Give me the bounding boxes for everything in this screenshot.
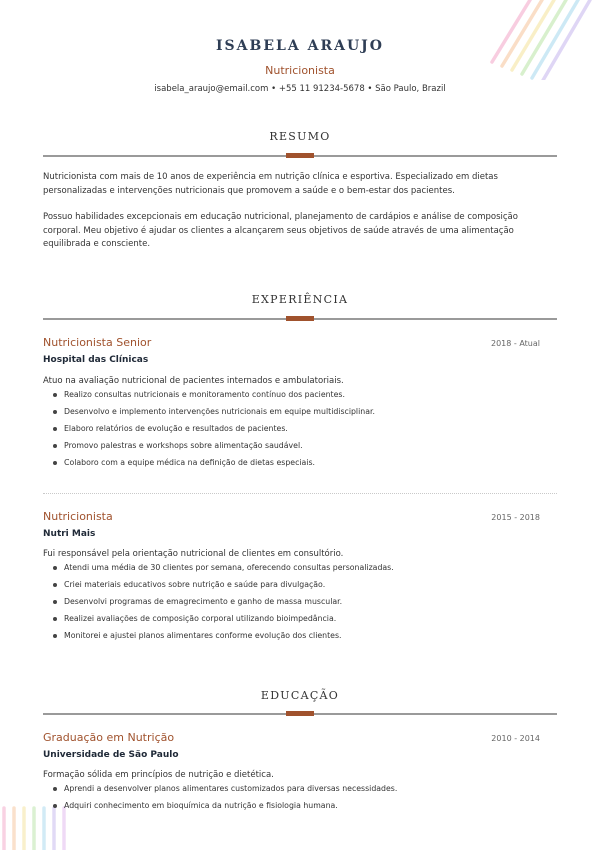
experience-organization: Hospital das Clínicas — [43, 355, 149, 365]
bullet-item: Promovo palestras e workshops sobre alimentação saudável. — [64, 440, 375, 457]
section-heading-experience: EXPERIÊNCIA — [251, 293, 349, 306]
section-divider-accent — [286, 316, 314, 321]
entry-separator — [43, 493, 557, 494]
bullet-item: Desenvolvo e implemento intervenções nutricionais em equipe multidisciplinar. — [64, 406, 375, 423]
experience-bullets — [64, 389, 375, 474]
contact-info: isabela_araujo@email.com • +55 11 91234-5678 • São Paulo, Brazil — [154, 84, 446, 94]
experience-description: Fui responsável pela orientação nutricional de clientes em consultório. — [43, 549, 344, 559]
experience-title: Nutricionista — [43, 510, 113, 523]
bullet-item: Realizei avaliações de composição corporal utilizando bioimpedância. — [64, 613, 394, 630]
bullet-item: Colaboro com a equipe médica na definição de dietas especiais. — [64, 457, 375, 474]
bullet-item: Criei materiais educativos sobre nutrição e saúde para divulgação. — [64, 579, 394, 596]
summary-paragraph: Nutricionista com mais de 10 anos de experiência em nutrição clínica e esportiva. Especializado em dietas personalizadas e intervenções nutricionais que promovem a saúde e o bem-estar dos pacientes. — [43, 172, 498, 196]
section-heading-summary: RESUMO — [269, 130, 331, 143]
experience-bullets — [64, 562, 394, 647]
experience-title: Nutricionista Senior — [43, 336, 152, 349]
bullet-item: Monitorei e ajustei planos alimentares conforme evolução dos clientes. — [64, 630, 394, 647]
bullet-item: Adquiri conhecimento em bioquímica da nutrição e fisiologia humana. — [64, 800, 397, 817]
section-divider-accent — [286, 711, 314, 716]
experience-dates: 2015 - 2018 — [491, 513, 540, 522]
section-heading-education: EDUCAÇÃO — [260, 689, 340, 702]
bullet-item: Aprendi a desenvolver planos alimentares customizados para diversas necessidades. — [64, 783, 397, 800]
education-bullets — [64, 783, 397, 817]
experience-organization: Nutri Mais — [43, 529, 96, 539]
section-divider-accent — [286, 153, 314, 158]
bullet-item: Realizo consultas nutricionais e monitoramento contínuo dos pacientes. — [64, 389, 375, 406]
job-title: Nutricionista — [265, 64, 335, 77]
candidate-name: ISABELA ARAUJO — [216, 38, 384, 54]
summary-paragraph: Possuo habilidades excepcionais em educação nutricional, planejamento de cardápios e análise de composição corporal. Meu objetivo é ajudar os clientes a alcançarem seus objetivos de saúde através de uma alimentação equilibrada e consciente. — [43, 212, 518, 249]
experience-dates: 2018 - Atual — [491, 339, 540, 348]
education-title: Graduação em Nutrição — [43, 731, 175, 744]
education-description: Formação sólida em princípios de nutrição e dietética. — [43, 770, 274, 780]
education-dates: 2010 - 2014 — [491, 734, 540, 743]
experience-description: Atuo na avaliação nutricional de pacientes internados e ambulatoriais. — [43, 376, 344, 386]
decorative-stripes-bottom — [0, 802, 70, 850]
bullet-item: Elaboro relatórios de evolução e resultados de pacientes. — [64, 423, 375, 440]
bullet-item: Atendi uma média de 30 clientes por semana, oferecendo consultas personalizadas. — [64, 562, 394, 579]
education-institution: Universidade de São Paulo — [43, 750, 179, 760]
bullet-item: Desenvolvi programas de emagrecimento e ganho de massa muscular. — [64, 596, 394, 613]
